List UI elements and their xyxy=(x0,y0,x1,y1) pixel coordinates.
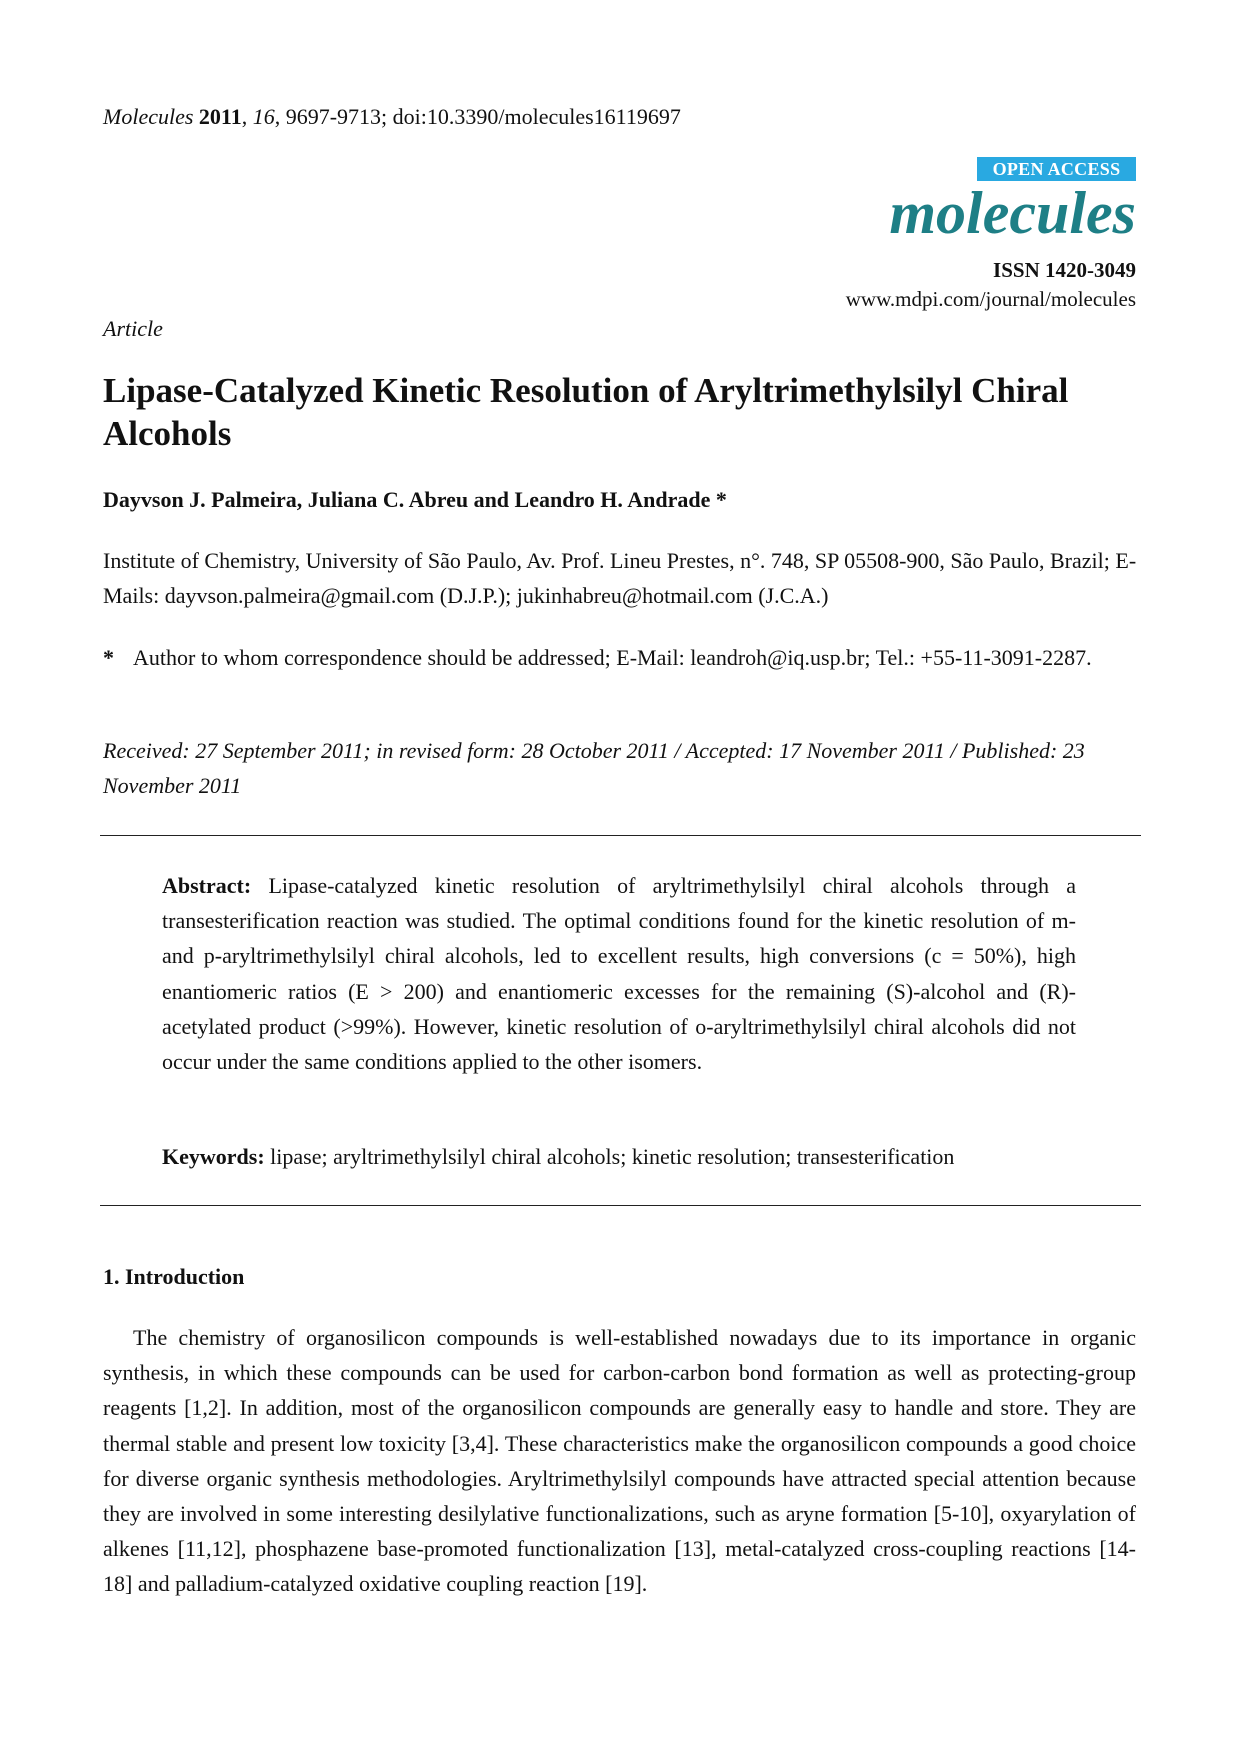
introduction-paragraph: The chemistry of organosilicon compounds is well-established nowadays due to its importance in organic synthesis, in which these compounds can be used for carbon-carbon bond formation as well as protecting-group reagents [1,2]. In addition, most of the organosilicon compounds are generally easy to handle and store. They are thermal stable and present low toxicity [3,4]. These characteristics make the organosilicon compounds a good choice for diverse organic synthesis methodologies. Aryltrimethylsilyl compounds have attracted special attention because they are involved in some interesting desilylative functionalizations, such as aryne formation [5-10], oxyarylation of alkenes [11,12], phosphazene base-promoted functionalization [13], metal-catalyzed cross-coupling reactions [14-18] and palladium-catalyzed oxidative coupling reaction [19]. xyxy=(103,1325,1136,1597)
keywords-label: Keywords: xyxy=(162,1144,265,1169)
abstract-text: Lipase-catalyzed kinetic resolution of aryltrimethylsilyl chiral alcohols through a transesterification reaction was studied. The optimal conditions found for the kinetic resolution of m- and p-aryltrimethylsilyl chiral alcohols, led to excellent results, high conversions (c = 50%), high enantiomeric ratios (E > 200) and enantiomeric excesses for the remaining (S)-alcohol and (R)-acetylated product (>99%). However, kinetic resolution of o-aryltrimethylsilyl chiral alcohols did not occur under the same conditions applied to the other isomers. xyxy=(162,873,1076,1075)
divider-bottom xyxy=(100,1205,1141,1206)
keywords xyxy=(162,1139,1122,1174)
section-heading-introduction: 1. Introduction xyxy=(103,1264,245,1289)
citation-volume: 16 xyxy=(252,104,275,129)
journal-logo: molecules xyxy=(889,180,1136,246)
correspondence-text: Author to whom correspondence should be addressed; E-Mail: leandroh@iq.usp.br; Tel.: +55-11-3091-2287. xyxy=(133,645,1092,670)
affiliation: Institute of Chemistry, University of São Paulo, Av. Prof. Lineu Prestes, n°. 748, SP 05508-900, São Paulo, Brazil; E-Mails: dayvson.palmeira@gmail.com (D.J.P.); jukinhabreu@hotmail.com (J.C.A.) xyxy=(103,548,1137,608)
citation-doi: , 9697-9713; doi:10.3390/molecules16119697 xyxy=(274,104,681,129)
keywords-text: lipase; aryltrimethylsilyl chiral alcohols; kinetic resolution; transesterification xyxy=(270,1144,955,1169)
paper-title: Lipase-Catalyzed Kinetic Resolution of Aryltrimethylsilyl Chiral Alcohols xyxy=(103,371,1069,453)
citation-line: Molecules 2011, 16, 9697-9713; doi:10.3390/molecules16119697 xyxy=(103,104,681,129)
publication-dates: Received: 27 September 2011; in revised form: 28 October 2011 / Accepted: 17 November 2011 / Published: 23 November 2011 xyxy=(103,738,1085,798)
abstract-label: Abstract: xyxy=(162,873,252,898)
article-type: Article xyxy=(103,316,163,341)
issn: ISSN 1420-3049 xyxy=(993,258,1136,282)
correspondence-note xyxy=(103,640,1138,675)
divider-top xyxy=(100,835,1141,836)
open-access-badge: OPEN ACCESS xyxy=(977,157,1136,181)
citation-journal: Molecules xyxy=(103,104,194,129)
journal-url[interactable]: www.mdpi.com/journal/molecules xyxy=(845,287,1136,311)
corresponding-star: * xyxy=(103,645,114,670)
abstract xyxy=(162,868,1076,1079)
author-list: Dayvson J. Palmeira, Juliana C. Abreu and Leandro H. Andrade * xyxy=(103,487,727,512)
citation-year: 2011 xyxy=(198,104,242,129)
